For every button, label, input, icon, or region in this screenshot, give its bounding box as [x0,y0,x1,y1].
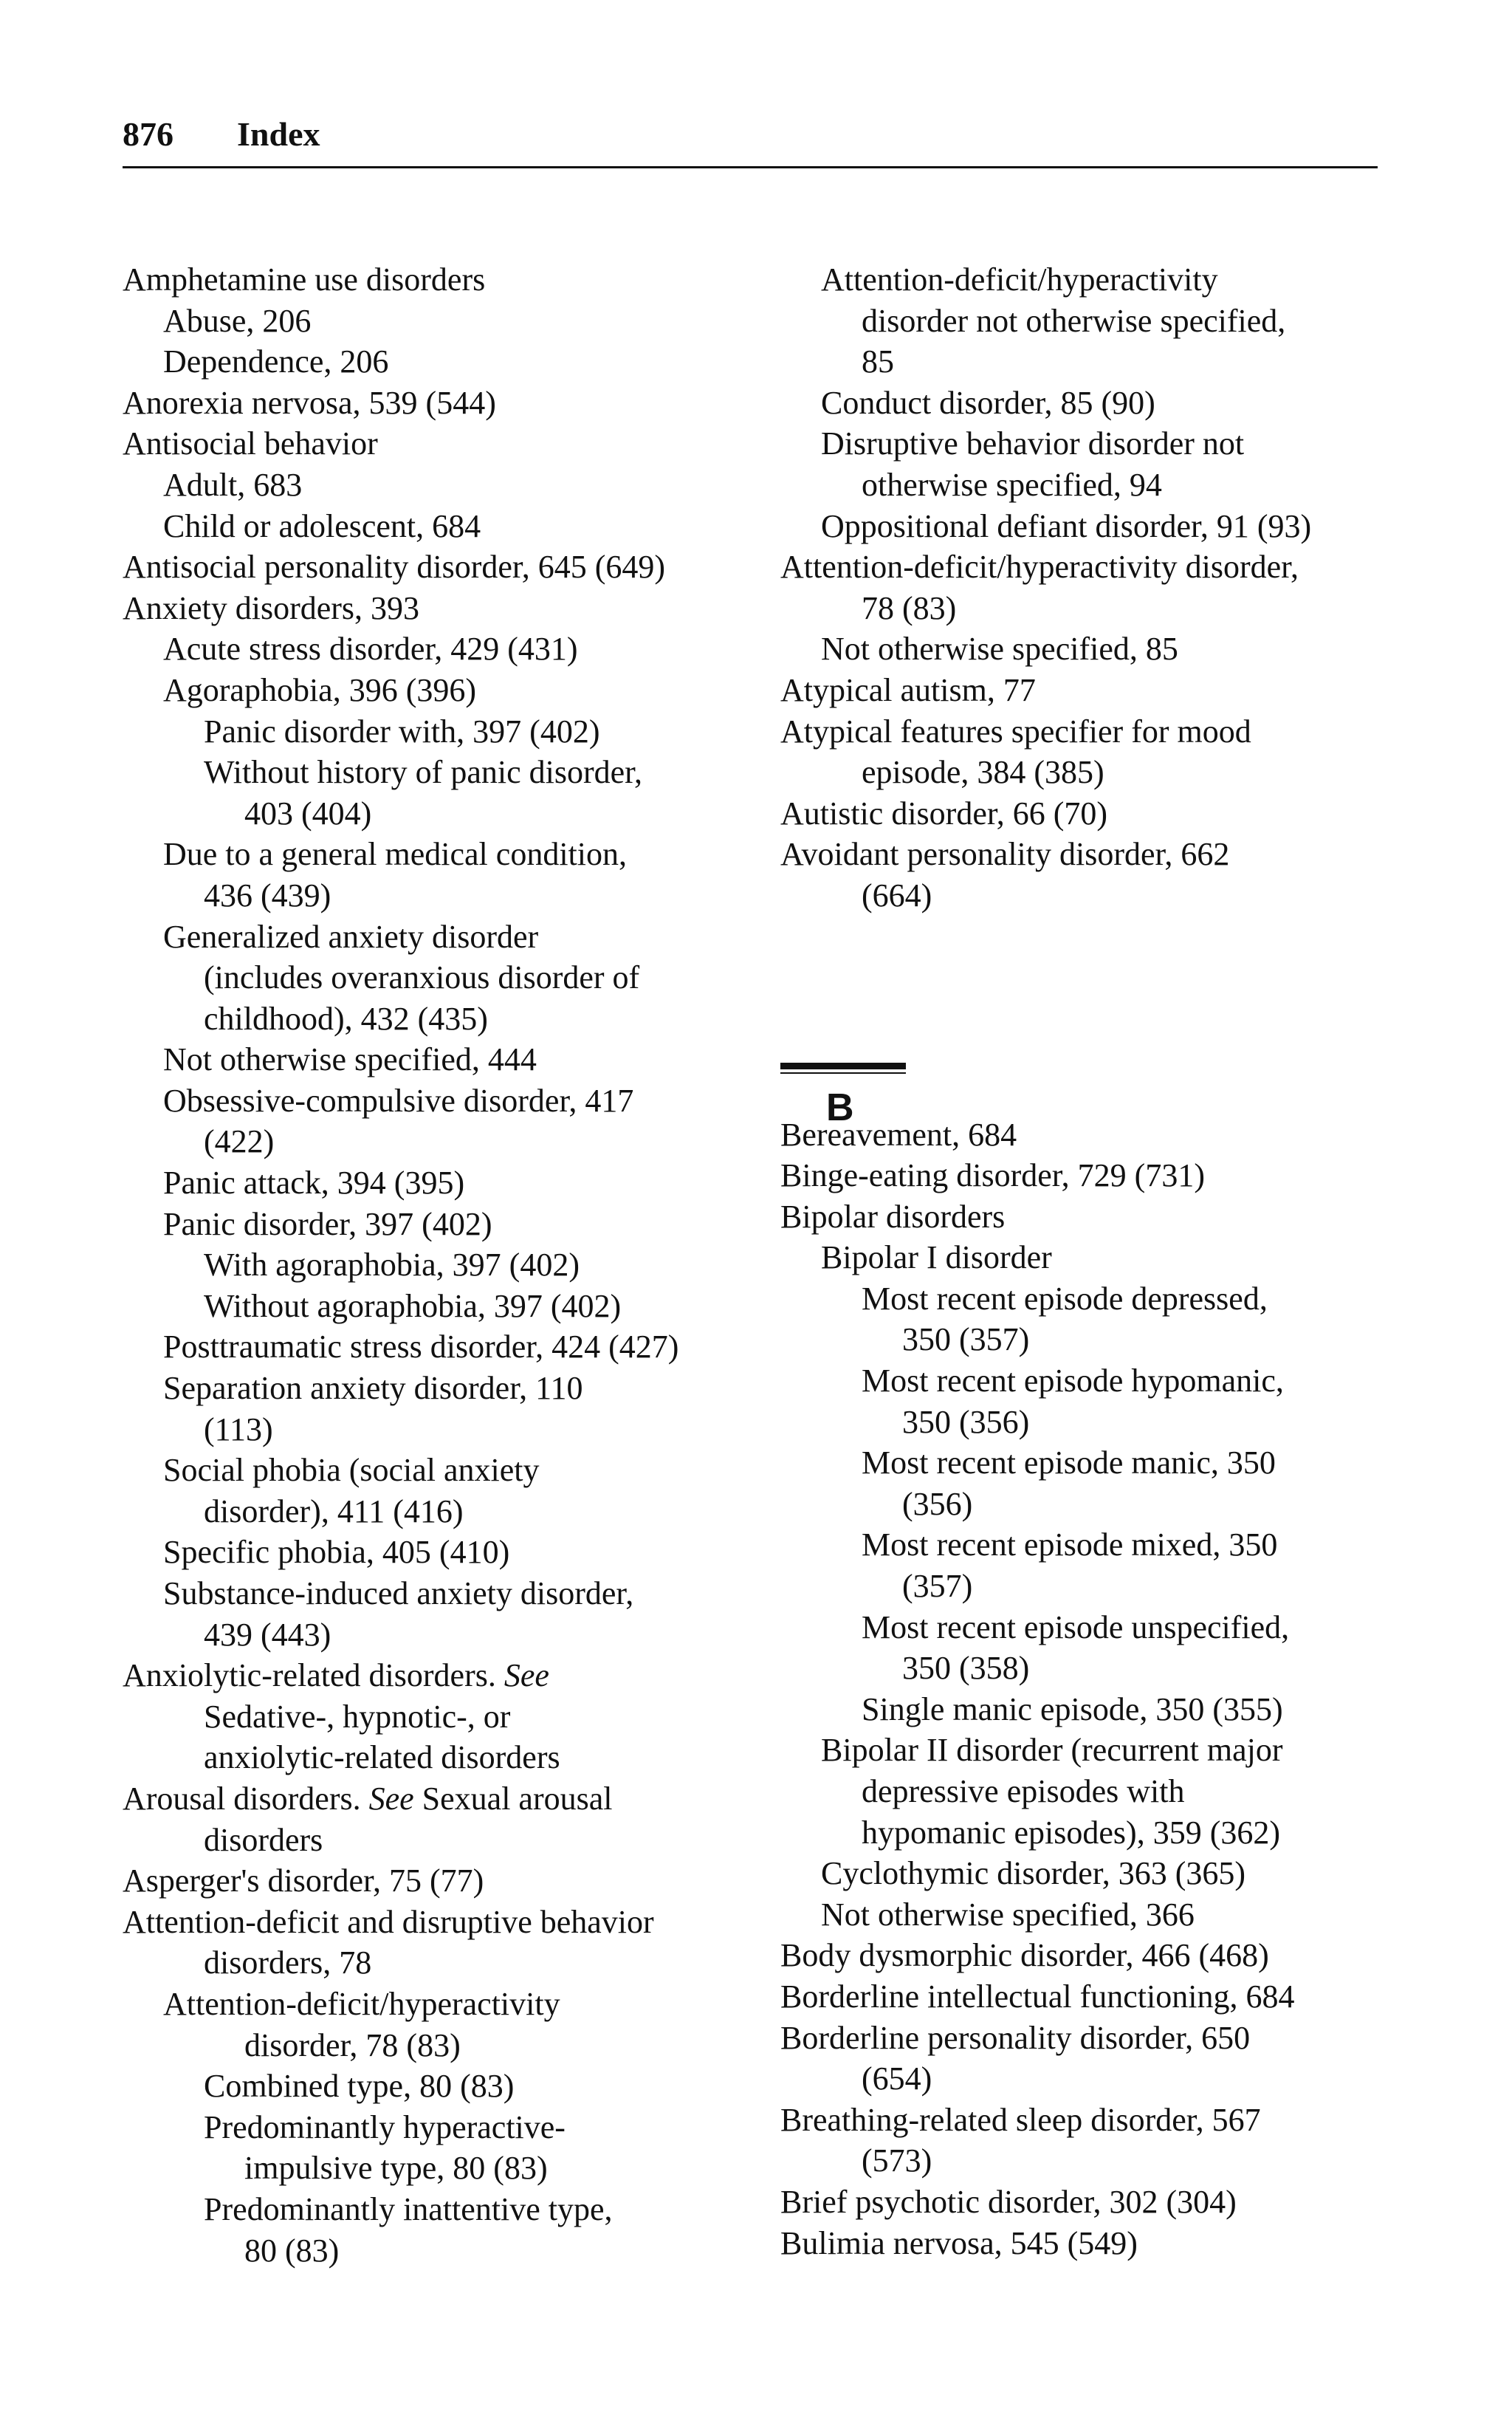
index-entry [780,465,1430,506]
index-entry-text: Anxiety disorders, 393 [123,589,420,626]
index-entry [123,628,772,670]
index-entry [780,1114,1430,1156]
index-entry [780,1402,1430,1443]
index-entry [123,1860,772,1902]
index-entry-text: 436 (439) [204,877,331,914]
index-entry-text: With agoraphobia, 397 (402) [204,1247,580,1284]
index-entry [780,1894,1430,1936]
index-entry-text: disorders [204,1821,323,1858]
index-entry-text: Predominantly inattentive type, [204,2190,613,2227]
see-reference: See [504,1657,549,1694]
index-entry-text: Bulimia nervosa, 545 (549) [780,2224,1138,2261]
index-entry [123,1984,772,2025]
index-entry [780,628,1430,670]
index-entry-text: 403 (404) [244,795,372,832]
index-entry-text: Most recent episode manic, 350 [862,1445,1276,1481]
index-entry-text: Binge-eating disorder, 729 (731) [780,1157,1205,1194]
index-column-right [780,259,1430,2264]
index-entry-text: Brief psychotic disorder, 302 (304) [780,2183,1237,2220]
index-entry [123,957,772,998]
index-entry-text: Single manic episode, 350 (355) [862,1690,1283,1727]
index-entry-text: Not otherwise specified, 444 [163,1041,537,1078]
index-entry [780,546,1430,588]
index-entry [780,711,1430,753]
index-entry-text: 350 (358) [902,1650,1030,1687]
index-entry [780,1976,1430,2018]
index-entry-text: Not otherwise specified, 85 [821,631,1178,668]
section-heading-b [780,1026,1430,1129]
index-entry [780,1730,1430,1771]
index-entry-text: Abuse, 206 [163,302,312,339]
index-entry [123,1655,772,1696]
index-entry [123,301,772,342]
section-letter: B [826,1086,854,1129]
index-entry-text: Not otherwise specified, 366 [821,1896,1195,1933]
index-entry-text: disorder, 78 (83) [244,2026,461,2063]
index-entry [123,834,772,875]
index-entry-text: Predominantly hyperactive- [204,2108,566,2145]
index-entry [780,301,1430,342]
index-entry-text: Attention-deficit and disruptive behavior [123,1903,654,1940]
index-entry [780,1442,1430,1484]
index-entry-text: Child or adolescent, 684 [163,507,481,544]
index-entry [123,2148,772,2189]
index-entry [780,1771,1430,1812]
index-entry-text: Arousal disorders. [123,1780,361,1817]
index-entry-text: 85 [862,343,894,380]
index-entry [780,1935,1430,1976]
index-entry-text: Most recent episode unspecified, [862,1608,1290,1645]
index-entry-text: Acute stress disorder, 429 (431) [163,631,578,668]
index-entry [123,2189,772,2230]
index-entry [123,1778,772,1820]
index-entry-text: 78 (83) [862,589,957,626]
index-entry [123,2066,772,2107]
index-entry-text: Atypical features specifier for mood [780,713,1251,750]
index-entry-text: Specific phobia, 405 (410) [163,1534,510,1571]
index-column-left [123,259,772,2271]
index-entry [780,875,1430,916]
index-entry-text: childhood), 432 (435) [204,1000,488,1037]
index-entry [123,1368,772,1409]
index-entry-text: disorder), 411 (416) [204,1493,464,1529]
index-entry [123,1286,772,1327]
index-entry [780,2058,1430,2100]
see-target: Sexual arousal [422,1780,613,1817]
index-entry-text: Bipolar I disorder [821,1239,1052,1276]
index-entry [123,1121,772,1162]
index-entry-text: Social phobia (social anxiety [163,1452,540,1489]
header-rule [123,166,1378,168]
index-entry-text: Substance-induced anxiety disorder, [163,1575,634,1611]
index-entry [780,2223,1430,2264]
index-entry-text: anxiolytic-related disorders [204,1739,560,1776]
index-entry-text: Bipolar II disorder (recurrent major [821,1732,1283,1769]
index-entry [780,423,1430,465]
index-entry [780,1360,1430,1402]
index-entry-text: Most recent episode hypomanic, [862,1363,1284,1399]
running-head-title: Index [237,115,320,153]
index-entry-text: (654) [862,2060,932,2097]
index-entry-text: (422) [204,1123,275,1160]
index-entry [123,588,772,629]
index-entry [780,2100,1430,2141]
index-entry-text: Bipolar disorders [780,1198,1006,1235]
index-entry [780,1278,1430,1320]
index-entry [780,2140,1430,2182]
index-entry [123,1204,772,1245]
index-entry [780,1237,1430,1278]
index-entry [123,546,772,588]
index-entry-text: disorder not otherwise specified, [862,302,1286,339]
index-entries-a-continued [780,259,1430,916]
see-reference: See [368,1780,414,1817]
index-entries-b [780,1114,1430,2264]
index-entry [123,1450,772,1491]
index-entry-text: depressive episodes with [862,1773,1185,1809]
index-entry [780,1607,1430,1648]
index-entry [780,1155,1430,1196]
index-entry [123,752,772,793]
index-entry-text: 80 (83) [244,2232,340,2269]
index-entry-text: Separation anxiety disorder, 110 [163,1370,583,1407]
index-entry-text: Adult, 683 [163,466,303,503]
index-entry [123,465,772,506]
index-entry [123,1162,772,1204]
index-entry-text: 350 (356) [902,1403,1030,1440]
index-entry-text: Asperger's disorder, 75 (77) [123,1863,484,1899]
index-entry [780,1484,1430,1525]
index-entry-text: Panic disorder with, 397 (402) [204,713,600,750]
index-entry [123,875,772,916]
index-entry [123,1326,772,1368]
index-entry-text: Autistic disorder, 66 (70) [780,795,1108,832]
index-entry [123,2107,772,2148]
index-entry-text: (357) [902,1568,973,1605]
index-entry-text: Disruptive behavior disorder not [821,425,1245,462]
index-entry [780,1566,1430,1607]
index-entry [780,793,1430,835]
index-entry [123,1491,772,1532]
index-entry-text: Cyclothymic disorder, 363 (365) [821,1855,1246,1892]
index-entry [780,1196,1430,1238]
index-entry-text: Breathing-related sleep disorder, 567 [780,2101,1261,2138]
index-entry [123,1080,772,1122]
index-entry-text: 439 (443) [204,1616,331,1653]
index-entry [123,1614,772,1656]
index-entry-text: (573) [862,2142,932,2179]
index-entry [780,1319,1430,1360]
index-entry-text: Panic attack, 394 (395) [163,1165,465,1202]
index-entry [123,1737,772,1778]
index-entry [780,670,1430,711]
index-entry [123,2025,772,2066]
section-rule-thick [780,1063,906,1069]
index-entry-text: Attention-deficit/hyperactivity [821,261,1218,298]
index-entry-text: Attention-deficit/hyperactivity [163,1985,560,2022]
index-entry-text: Panic disorder, 397 (402) [163,1205,492,1242]
index-entry [780,383,1430,424]
page-number: 876 [123,115,173,153]
index-entry-text: Obsessive-compulsive disorder, 417 [163,1082,634,1119]
index-entry [123,1244,772,1286]
index-entry-text: (356) [902,1485,973,1522]
index-entry [780,1648,1430,1689]
index-entry-text: Bereavement, 684 [780,1116,1017,1153]
index-entry-text: Generalized anxiety disorder [163,918,539,955]
index-entry-text: Anxiolytic-related disorders. [123,1657,496,1694]
index-entry [780,506,1430,547]
index-entry [123,1039,772,1080]
index-entry-text: Antisocial behavior [123,425,378,462]
index-entry-text: Dependence, 206 [163,343,389,380]
index-entry [123,1573,772,1614]
index-entry [780,752,1430,793]
index-entry [780,2182,1430,2223]
index-entry [123,998,772,1040]
index-entry-text: Combined type, 80 (83) [204,2068,515,2105]
index-entry-text: Agoraphobia, 396 (396) [163,671,477,708]
section-rule-thin [780,1072,906,1074]
index-entry [123,793,772,835]
index-entry [123,383,772,424]
index-entry-text: Sedative-, hypnotic-, or [204,1698,511,1735]
index-entry-text: Amphetamine use disorders [123,261,486,298]
page-header [123,112,1378,171]
index-entry-text: (113) [204,1411,273,1447]
index-entry [123,1409,772,1450]
index-entry [780,1689,1430,1730]
index-entry-text: impulsive type, 80 (83) [244,2150,548,2187]
index-entry [123,1696,772,1738]
index-entry-text: hypomanic episodes), 359 (362) [862,1814,1280,1851]
index-entry [123,1902,772,1943]
index-entry-text: disorders, 78 [204,1944,372,1981]
index-entry [780,1853,1430,1894]
index-entry-text: Avoidant personality disorder, 662 [780,836,1230,873]
index-entry [123,506,772,547]
index-entry [780,341,1430,383]
index-entry-text: (includes overanxious disorder of [204,959,640,996]
index-entry [780,1812,1430,1854]
index-entry [123,916,772,958]
index-entry [123,2230,772,2272]
index-entry [123,259,772,301]
index-entry [123,423,772,465]
index-entry-text: otherwise specified, 94 [862,466,1162,503]
index-entry [780,834,1430,875]
index-entry [123,1820,772,1861]
section-spacer [780,916,1430,1026]
index-entry-text: Body dysmorphic disorder, 466 (468) [780,1937,1269,1974]
index-entry-text: Antisocial personality disorder, 645 (649) [123,549,666,586]
index-entry-text: Atypical autism, 77 [780,671,1036,708]
index-entry-text: Most recent episode depressed, [862,1280,1268,1317]
index-entry-text: Conduct disorder, 85 (90) [821,384,1155,421]
index-entry [780,1524,1430,1566]
index-entry [123,711,772,753]
index-entry-text: Posttraumatic stress disorder, 424 (427) [163,1329,679,1365]
index-entry-text: 350 (357) [902,1321,1030,1358]
index-entry-text: Without agoraphobia, 397 (402) [204,1287,622,1324]
index-entry-text: Due to a general medical condition, [163,836,627,873]
index-entry-text: Borderline personality disorder, 650 [780,2019,1251,2056]
index-entry-text: Anorexia nervosa, 539 (544) [123,384,496,421]
index-entry [123,341,772,383]
index-entry-text: Borderline intellectual functioning, 684 [780,1978,1295,2015]
index-entry-text: Oppositional defiant disorder, 91 (93) [821,507,1312,544]
index-entry-text: Attention-deficit/hyperactivity disorder, [780,549,1299,586]
index-entry [780,259,1430,301]
index-entry [123,670,772,711]
index-entry-text: (664) [862,877,932,914]
index-entry [780,588,1430,629]
index-entry-text: Most recent episode mixed, 350 [862,1526,1278,1563]
index-entry [123,1532,772,1573]
index-entry-text: episode, 384 (385) [862,754,1104,791]
index-entry-text: Without history of panic disorder, [204,754,643,791]
index-entry [123,1942,772,1984]
index-entry [780,2018,1430,2059]
